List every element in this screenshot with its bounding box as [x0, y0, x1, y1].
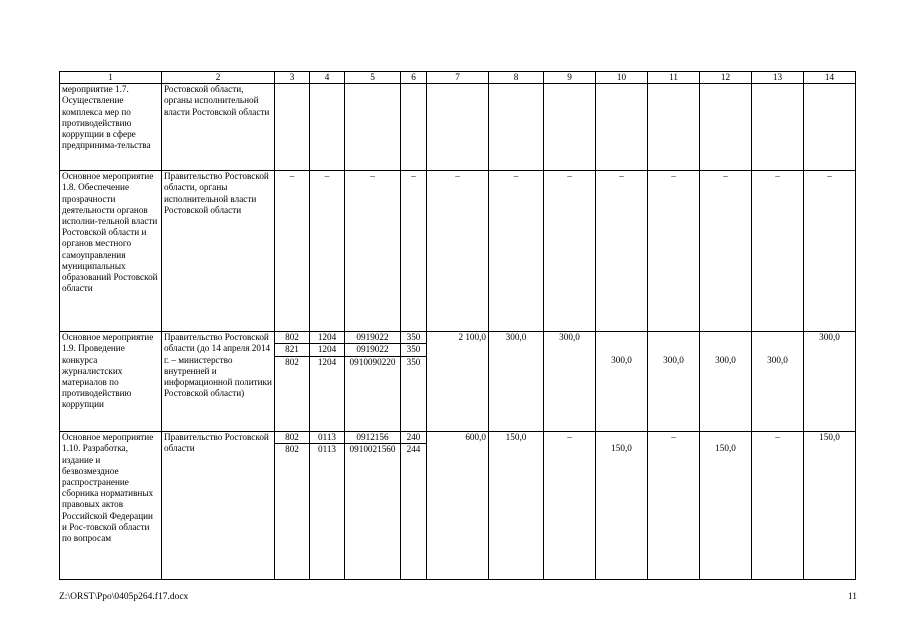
col-header-14: 14: [804, 72, 856, 84]
file-path: Z:\ORST\Ppo\0405p264.f17.docx: [59, 592, 189, 602]
expense-code: 350: [406, 356, 421, 367]
amount-year: 150,0: [611, 443, 632, 454]
dash-cell: –: [275, 171, 310, 332]
expense-code: 240: [401, 432, 426, 444]
col-header-11: 11: [648, 72, 700, 84]
dash-cell: –: [489, 171, 544, 332]
col-header-13: 13: [752, 72, 804, 84]
amount-total: 600,0: [427, 432, 489, 580]
amount-year: –: [544, 432, 596, 580]
target-code-cell: [345, 432, 401, 580]
dash-cell: –: [544, 171, 596, 332]
section-code: 0113: [310, 432, 344, 444]
dash-cell: –: [752, 171, 804, 332]
col-header-1: 1: [60, 72, 162, 84]
target-code: 0919022: [345, 332, 400, 344]
dash-cell: –: [345, 171, 401, 332]
executor: Правительство Ростовской области: [162, 432, 275, 580]
col-header-6: 6: [401, 72, 427, 84]
amount-year: 150,0: [804, 432, 856, 580]
col-header-5: 5: [345, 72, 401, 84]
target-code: 0910021560: [349, 444, 396, 455]
col-header-9: 9: [544, 72, 596, 84]
table-row: [60, 171, 856, 332]
amount-year: 300,0: [804, 332, 856, 432]
amount-year: 300,0: [611, 354, 632, 365]
dash-cell: –: [427, 171, 489, 332]
program-table: [59, 71, 856, 580]
amount-year-cell: [596, 332, 648, 432]
dash-cell: –: [804, 171, 856, 332]
section-code: 1204: [317, 356, 337, 367]
expense-code: 350: [401, 332, 426, 344]
table-row: [60, 432, 856, 580]
executor: Ростовской области, органы исполнительной власти Ростовской области: [162, 84, 275, 171]
page-number: 11: [847, 592, 857, 602]
amount-year: 300,0: [489, 332, 544, 432]
amount-year: 300,0: [715, 354, 736, 365]
amount-year: –: [752, 432, 804, 580]
amount-year: 150,0: [489, 432, 544, 580]
table-row: [60, 84, 856, 171]
amount-year: 150,0: [715, 443, 736, 454]
gr-code: 802: [285, 444, 299, 455]
amount-year: –: [648, 432, 700, 580]
amount-year: 300,0: [663, 354, 684, 365]
activity-name: мероприятие 1.7. Осуществление комплекса мер по противодействию коррупции в сфере предпринима-тельства: [60, 84, 162, 171]
dash-cell: –: [700, 171, 752, 332]
expense-code-cell: [401, 432, 427, 580]
dash-cell: –: [401, 171, 427, 332]
section-code-cell: [310, 332, 345, 432]
amount-year: 300,0: [767, 354, 788, 365]
section-code: 1204: [310, 332, 344, 344]
col-header-4: 4: [310, 72, 345, 84]
gr-code: 821: [275, 344, 309, 356]
activity-name: Основное мероприятие 1.8. Обеспечение прозрачности деятельности органов исполни-тельной власти Ростовской области и органов местного самоуправления муниципальных образований Ростовской области: [60, 171, 162, 332]
target-code: 0919022: [345, 344, 400, 356]
amount-year: 300,0: [544, 332, 596, 432]
expense-code: 350: [401, 344, 426, 356]
col-header-3: 3: [275, 72, 310, 84]
target-code: 0912156: [345, 432, 400, 444]
amount-year-cell: [648, 332, 700, 432]
dash-cell: –: [310, 171, 345, 332]
table-row: [60, 332, 856, 432]
activity-name: Основное мероприятие 1.10. Разработка, издание и безвозмездное распространение сборника нормативных правовых актов Российской Федерации и Рос-товской области по вопросам: [60, 432, 162, 580]
column-number-row: [60, 72, 856, 84]
amount-year-cell: [700, 332, 752, 432]
section-code: 1204: [310, 344, 344, 356]
col-header-7: 7: [427, 72, 489, 84]
gr-code-cell: [275, 332, 310, 432]
gr-code: 802: [275, 432, 309, 444]
amount-total: 2 100,0: [427, 332, 489, 432]
activity-name: Основное мероприятие 1.9. Проведение конкурса журналистских материалов по противодействию коррупции: [60, 332, 162, 432]
section-code: 0113: [317, 444, 337, 455]
col-header-12: 12: [700, 72, 752, 84]
dash-cell: –: [596, 171, 648, 332]
expense-code-cell: [401, 332, 427, 432]
expense-code: 244: [406, 444, 421, 455]
section-code-cell: [310, 432, 345, 580]
amount-year-cell: [752, 332, 804, 432]
col-header-2: 2: [162, 72, 275, 84]
amount-year-cell: [596, 432, 648, 580]
col-header-8: 8: [489, 72, 544, 84]
target-code-cell: [345, 332, 401, 432]
executor: Правительство Ростовской области, органы исполнительной власти Ростовской области: [162, 171, 275, 332]
gr-code-cell: [275, 432, 310, 580]
dash-cell: –: [648, 171, 700, 332]
col-header-10: 10: [596, 72, 648, 84]
target-code: 0910090220: [349, 356, 396, 367]
amount-year-cell: [700, 432, 752, 580]
gr-code: 802: [285, 356, 299, 367]
gr-code: 802: [275, 332, 309, 344]
executor: Правительство Ростовской области (до 14 апреля 2014 г. – министерство внутренней и информационной политики Ростовской области): [162, 332, 275, 432]
